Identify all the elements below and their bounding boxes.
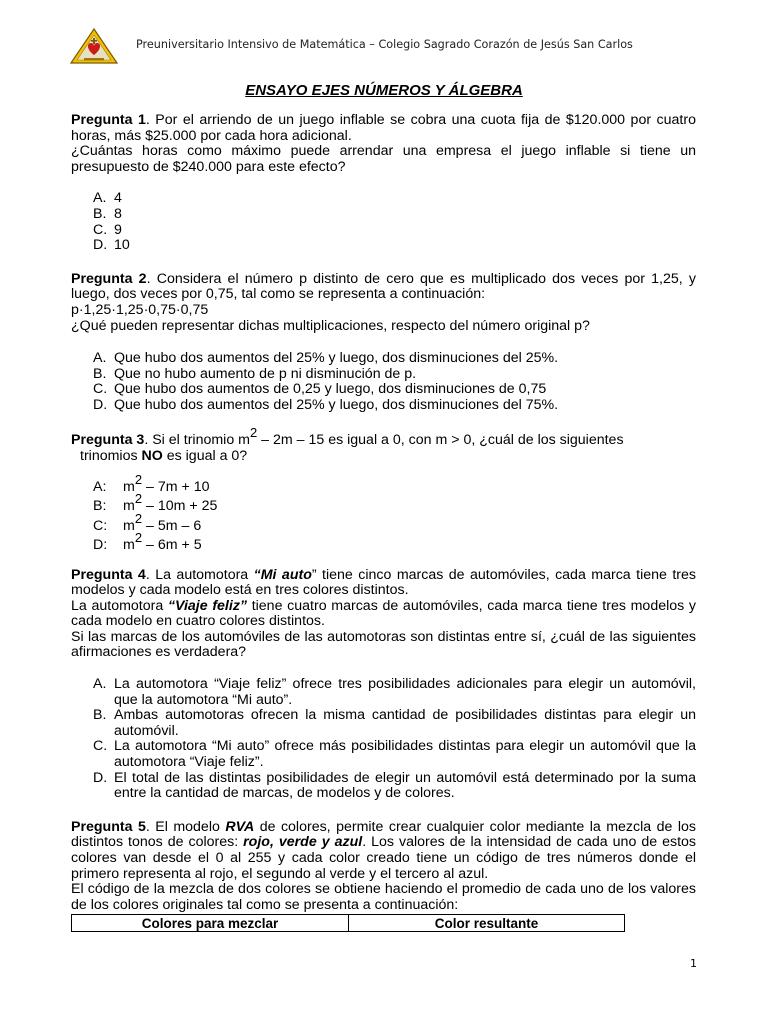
question-5 [71,820,696,933]
option-c: C. 9 [93,221,122,238]
page-header [70,28,710,64]
question-label: Pregunta 1 [71,112,146,128]
answer-options [93,351,696,413]
page-title: ENSAYO EJES NÚMEROS Y ÁLGEBRA [245,82,523,99]
option-a: A: $m^2 - 7m + 10$ [93,471,210,495]
question-2-ask: ¿Qué pueden representar dichas multiplicaciones, respecto del número original p? [71,317,590,334]
question-4-ask: Si las marcas de los automóviles de las automotoras son distintas entre sí, ¿cuál de las siguientes afirmaciones es verdadera? [71,628,696,661]
option-b: B. Que no hubo aumento de p ni disminución de p. [93,365,417,382]
question-4 [71,568,696,802]
option-a: A. 4 [93,190,122,207]
question-1-text: Pregunta 1. Por el arriendo de un juego inflable se cobra una cuota fija de $120.000 por cuatro horas, más $25.000 por cada hora adicional. [71,112,696,144]
question-3 [71,424,696,556]
question-label: Pregunta 5 [71,818,146,835]
option-c: C: $m^2 - 5m - 6$ [93,510,202,534]
school-crest-icon [70,28,118,64]
option-c: C. La automotora “Mi auto” ofrece más posibilidades distintas para elegir un automóvil que la automotora “Viaje feliz”. [93,738,696,771]
header-text: Preuniversitario Intensivo de Matemática – Colegio Sagrado Corazón de Jesús San Carlos [136,38,633,51]
question-4-text-2: La automotora “Viaje feliz” tiene cuatro marcas de automóviles, cada marca tiene tres modelos y cada modelo en cuatro colores distintos. [71,597,697,630]
option-d: D. 10 [93,237,130,254]
question-1-ask: ¿Cuántas horas como máximo puede arrendar una empresa el juego inflable si tiene un presupuesto de $240.000 para este efecto? [71,143,696,175]
question-1 [71,113,696,254]
option-b: B. 8 [93,205,122,222]
option-d: D: $m^2 - 6m + 5$ [93,530,202,553]
formula: p·1,25·1,25·0,75·0,75 [71,301,209,318]
option-a: A. Que hubo dos aumentos del 25% y luego, dos disminuciones del 25%. [93,350,559,367]
table-header-row [72,915,625,932]
option-d: D. El total de las distintas posibilidades de elegir un automóvil está determinado por la suma entre la cantidad de marcas, de modelos y de colores. [93,769,696,802]
question-3-text-line2: trinomios NO es igual a 0? [80,447,248,464]
color-mix-table [71,914,625,932]
question-3-text: Pregunta 3. Si el trinomio $m^2 - 2m - 15$ es igual a 0, con m > 0, ¿cuál de los siguientes [71,424,624,448]
option-a: A. La automotora “Viaje feliz” ofrece tres posibilidades adicionales para elegir un automóvil, que la automotora “Mi auto”. [93,676,696,708]
table-header-result-color: Color resultante [349,915,625,932]
question-label: Pregunta 2 [71,270,147,287]
question-label: Pregunta 4 [71,566,146,583]
question-5-text-2: El código de la mezcla de dos colores se obtiene haciendo el promedio de cada uno de los valores de los colores originales tal como se presenta a continuación: [71,881,696,913]
question-2 [71,272,696,414]
answer-options [93,191,696,253]
question-label: Pregunta 3 [71,431,145,448]
option-b: B. Ambas automotoras ofrecen la misma cantidad de posibilidades distintas para elegir un automóvil. [93,707,696,739]
answer-options [93,471,696,556]
exam-content [71,113,696,932]
table-header-colors-to-mix: Colores para mezclar [72,915,349,932]
option-b: B: $m^2 - 10m + 25$ [93,491,218,514]
question-5-text: Pregunta 5. El modelo RVA de colores, permite crear cualquier color mediante la mezcla de los distintos tonos de colores: rojo, verde y azul. Los valores de la intensidad de cada uno de estos colores van desde el 0 al 255 y cada color creado tiene un código de tres números donde el primero representa al rojo, el segundo al verde y el tercero al azul. [71,818,696,882]
answer-options [93,677,696,802]
question-4-text: Pregunta 4. La automotora “Mi auto” tiene cinco marcas de automóviles, cada marca tiene tres modelos y cada modelo está en tres colores distintos. [71,566,696,599]
question-2-text: Pregunta 2. Considera el número p distinto de cero que es multiplicado dos veces por 1,25, y luego, dos veces por 0,75, tal como se representa a continuación: [71,270,697,303]
option-c: C. Que hubo dos aumentos de 0,25 y luego, dos disminuciones de 0,75 [93,381,547,398]
option-d: D. Que hubo dos aumentos del 25% y luego, dos disminuciones del 75%. [93,396,559,413]
page-number: 1 [690,957,697,970]
